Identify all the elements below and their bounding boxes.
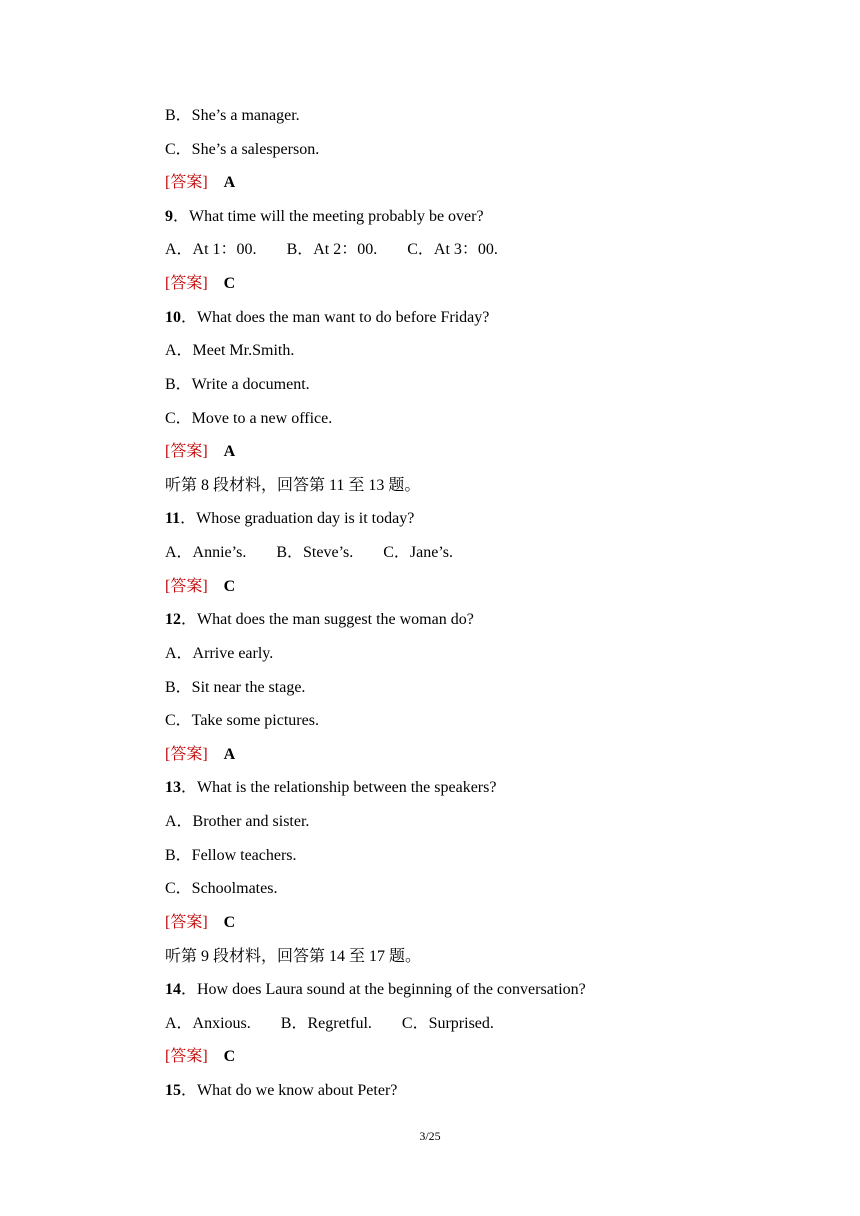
answer-value: A [223,745,236,763]
section-instruction: 听第 9 段材料，回答第 14 至 17 题。 [165,947,422,965]
question-text: ．What do we know about Peter? [181,1081,398,1099]
question-text: ．How does Laura sound at the beginning of the conversation? [181,981,586,999]
answer-line [165,577,235,597]
option-text: B．At 2：00. [286,241,378,259]
option-text: C．Jane’s. [383,544,454,562]
option-line: A．Meet Mr.Smith. [165,342,295,360]
options-row [165,1014,494,1034]
option-text: A．At 1：00. [165,241,257,259]
answer-label: [答案] [165,174,208,192]
question-number: 13 [165,779,181,797]
option-line: B．Write a document. [165,375,310,393]
option-line: B．Sit near the stage. [165,678,306,696]
question-text: ．What does the man suggest the woman do? [181,611,474,629]
answer-value: C [223,577,236,595]
answer-line [165,442,235,462]
answer-value: C [223,275,236,293]
question-text: ．What is the relationship between the speakers? [181,779,497,797]
question-number: 15 [165,1081,181,1099]
options-row [165,240,498,260]
answer-label: [答案] [165,1048,208,1066]
answer-value: A [223,443,236,461]
question-text: ．Whose graduation day is it today? [180,510,415,528]
options-row [165,543,453,563]
question-line [165,778,496,798]
question-text: ．What does the man want to do before Friday? [181,308,490,326]
answer-value: A [223,174,236,192]
answer-value: C [223,1048,236,1066]
option-line: B．She’s a manager. [165,107,300,124]
option-text: C．Surprised. [401,1014,494,1032]
answer-label: [答案] [165,443,208,461]
option-line: C．She’s a salesperson. [165,140,320,158]
question-number: 9 [165,207,173,225]
answer-line [165,1047,235,1067]
question-line [165,1081,397,1101]
option-text: C．At 3：00. [407,241,498,259]
section-instruction: 听第 8 段材料，回答第 11 至 13 题。 [165,476,421,494]
answer-label: [答案] [165,745,208,763]
option-line: A．Brother and sister. [165,813,310,831]
option-text: B．Steve’s. [276,544,354,562]
option-text: B．Regretful. [280,1014,372,1032]
question-line [165,980,586,1000]
option-line: C．Move to a new office. [165,409,333,427]
option-line: C．Take some pictures. [165,712,319,730]
question-line [165,610,474,630]
question-line [165,509,414,529]
option-line: B．Fellow teachers. [165,846,297,864]
option-text: A．Anxious. [165,1014,251,1032]
answer-line [165,745,235,765]
question-line [165,207,484,227]
answer-line [165,913,235,933]
option-text: A．Annie’s. [165,544,247,562]
question-line [165,308,489,328]
option-line: A．Arrive early. [165,644,274,662]
option-line: C．Schoolmates. [165,880,278,898]
answer-line [165,173,235,193]
answer-line [165,274,235,294]
answer-label: [答案] [165,577,208,595]
question-number: 10 [165,308,181,326]
page-number: 3/25 [419,1129,441,1143]
question-text: ．What time will the meeting probably be over? [173,207,484,225]
answer-label: [答案] [165,275,208,293]
answer-label: [答案] [165,913,208,931]
answer-value: C [223,913,236,931]
question-number: 14 [165,981,181,999]
question-number: 12 [165,611,181,629]
question-number: 11 [165,510,181,528]
